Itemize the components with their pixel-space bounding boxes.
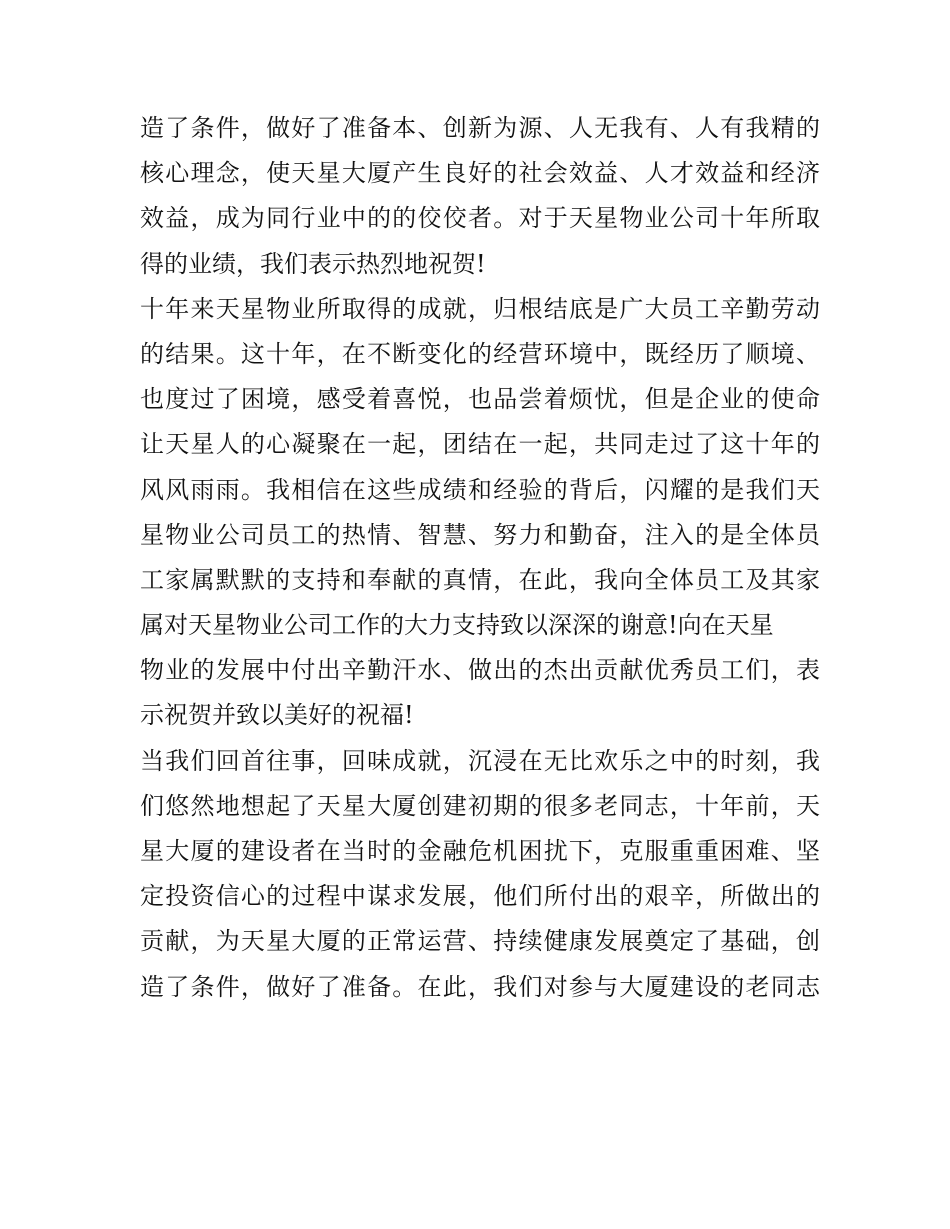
text-line: 也度过了困境，感受着喜悦，也品尝着烦忧，但是企业的使命 xyxy=(140,385,820,414)
text-line: 效益，成为同行业中的的佼佼者。对于天星物业公司十年所取 xyxy=(140,204,820,233)
text-line: 造了条件，做好了准备本、创新为源、人无我有、人有我精的 xyxy=(140,114,820,142)
text-line: 得的业绩，我们表示热烈地祝贺! xyxy=(140,249,486,278)
text-line: 的结果。这十年，在不断变化的经营环境中，既经历了顺境、 xyxy=(140,339,820,368)
text-line: 让天星人的心凝聚在一起，团结在一起，共同走过了这十年的 xyxy=(140,430,820,459)
text-line: 定投资信心的过程中谋求发展，他们所付出的艰辛，所做出的 xyxy=(140,882,820,911)
text-line: 核心理念，使天星大厦产生良好的社会效益、人才效益和经济 xyxy=(140,159,820,188)
text-line: 风风雨雨。我相信在这些成绩和经验的背后，闪耀的是我们天 xyxy=(140,475,820,504)
text-line: 星物业公司员工的热情、智慧、努力和勤奋，注入的是全体员 xyxy=(140,520,820,549)
text-line: 造了条件，做好了准备。在此，我们对参与大厦建设的老同志 xyxy=(140,972,820,1001)
text-line: 工家属默默的支持和奉献的真情，在此，我向全体员工及其家 xyxy=(140,565,820,594)
text-line: 物业的发展中付出辛勤汗水、做出的杰出贡献优秀员工们，表 xyxy=(140,656,820,685)
text-line: 贡献，为天星大厦的正常运营、持续健康发展奠定了基础，创 xyxy=(140,927,820,956)
text-line: 十年来天星物业所取得的成就，归根结底是广大员工辛勤劳动 xyxy=(140,294,820,323)
document-body xyxy=(140,106,820,1010)
text-line: 示祝贺并致以美好的祝福! xyxy=(140,701,414,730)
text-line: 当我们回首往事，回味成就，沉浸在无比欢乐之中的时刻，我 xyxy=(140,746,820,775)
text-line: 星大厦的建设者在当时的金融危机困扰下，克服重重困难、坚 xyxy=(140,837,820,865)
text-line: 们悠然地想起了天星大厦创建初期的很多老同志，十年前，天 xyxy=(140,791,820,820)
text-line: 属对天星物业公司工作的大力支持致以深深的谢意!向在天星 xyxy=(140,611,774,640)
